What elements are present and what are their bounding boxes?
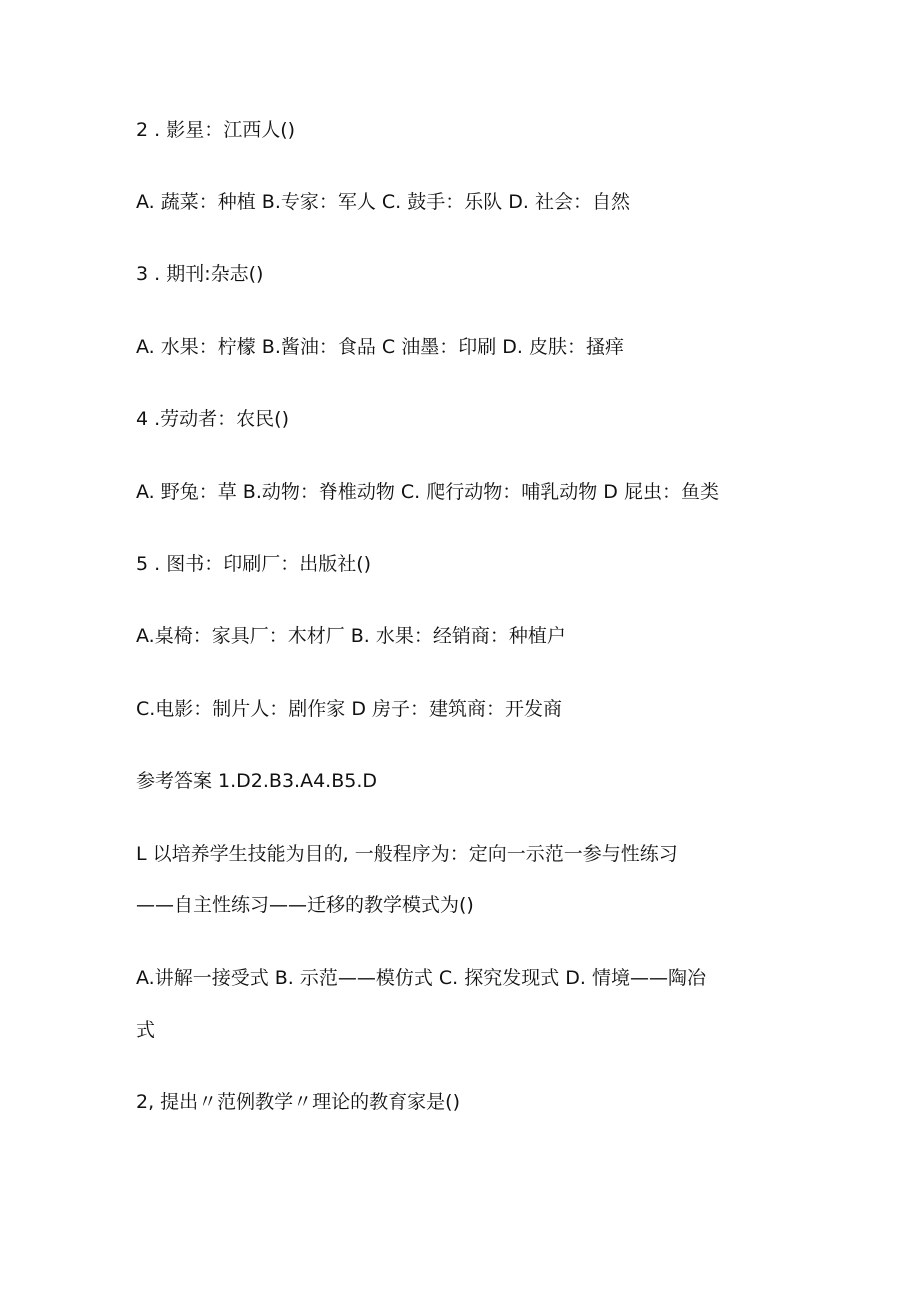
answer-key: 参考答案 1.D2.B3.A4.B5.D <box>136 770 378 792</box>
question-1-options: A.讲解一接受式 B. 示范——模仿式 C. 探究发现式 D. 情境——陶冶 <box>136 967 706 989</box>
question-4-stem: 4 .劳动者：农民() <box>136 408 289 430</box>
question-5-options-ab: A.桌椅：家具厂：木材厂 B. 水果：经销商：种植户 <box>136 625 566 647</box>
question-2-stem: 2 . 影星：江西人() <box>136 119 296 141</box>
question-4-options: A. 野兔：草 B.动物：脊椎动物 C. 爬行动物：哺乳动物 D 屁虫：鱼类 <box>136 481 719 503</box>
question-3-stem: 3 . 期刊:杂志() <box>136 263 264 285</box>
question-1-stem-line-1: L 以培养学生技能为目的, 一般程序为：定向一示范一参与性练习 <box>136 843 678 865</box>
question-1-stem-line-2: ——自主性练习——迁移的教学模式为() <box>136 894 474 916</box>
question-3-options: A. 水果：柠檬 B.酱油：食品 C 油墨：印刷 D. 皮肤：搔痒 <box>136 336 624 358</box>
question-1-options-wrap: 式 <box>136 1019 156 1041</box>
question-2-options: A. 蔬菜：种植 B.专家：军人 C. 鼓手：乐队 D. 社会：自然 <box>136 191 630 213</box>
question-5-stem: 5 . 图书：印刷厂：出版社() <box>136 553 372 575</box>
question-5-options-cd: C.电影：制片人：剧作家 D 房子：建筑商：开发商 <box>136 698 563 720</box>
question-2b-stem: 2, 提出〃范例教学〃理论的教育家是() <box>136 1091 460 1113</box>
